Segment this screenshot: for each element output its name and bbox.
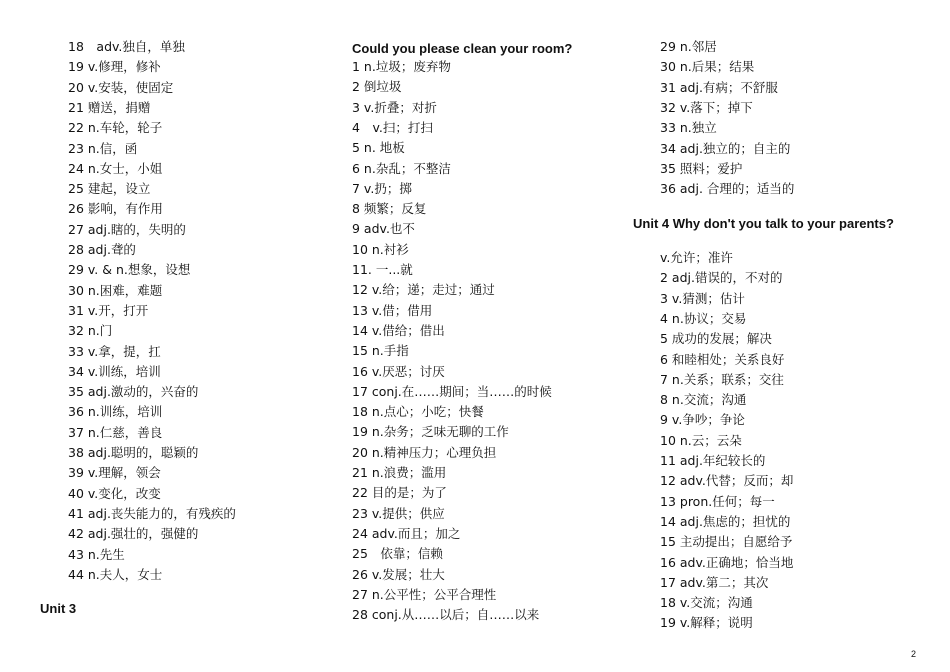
vocab-entry: 15 主动提出；自愿给予 [660,534,793,550]
unit-heading-clean-room: Could you please clean your room? [352,41,573,56]
vocab-entry: 30 n.困难，难题 [68,282,163,298]
vocab-entry: 24 n.女士，小姐 [68,160,163,176]
vocab-entry: 7 v.扔；掷 [352,180,412,196]
vocab-entry: 31 v.开，打开 [68,302,149,318]
vocab-entry: 4 v.扫；打扫 [352,119,433,135]
vocab-entry: 5 成功的发展；解决 [660,331,772,347]
vocab-entry: 38 adj.聪明的，聪颖的 [68,445,199,460]
vocab-entry: 12 adv.代替；反而；却 [660,473,794,489]
vocab-entry: 26 v.发展；壮大 [352,566,445,582]
vocab-entry: 9 adv.也不 [352,221,415,237]
vocab-entry: 31 adj.有病；不舒服 [660,79,778,95]
vocab-entry: 18 v.交流；沟通 [660,595,753,611]
unit-4-heading: Unit 4 Why don't you talk to your parents? [633,216,894,231]
vocab-entry: 27 adj.瞎的，失明的 [68,221,186,237]
vocab-entry: 7 n.关系；联系；交往 [660,371,784,387]
vocab-entry: 23 v.提供；供应 [352,505,445,521]
vocab-entry: 6 和睦相处；关系良好 [660,351,785,367]
vocab-entry: 3 v.猜测；估计 [660,290,745,306]
page-number: 2 [910,649,916,659]
vocab-entry: 44 n.夫人，女士 [68,566,163,582]
vocab-entry: 25 依靠；信赖 [352,546,443,562]
vocab-entry: 1 n.垃圾；废弃物 [352,59,451,74]
vocab-entry: 11. 一...就 [352,262,413,277]
vocab-entry: 17 adv.第二；其次 [660,574,769,590]
vocab-entry: 2 倒垃圾 [352,79,402,95]
vocab-entry: 16 v.厌恶；讨厌 [352,363,445,379]
vocab-entry: 33 n.独立 [660,120,717,136]
vocab-entry: 37 n.仁慈，善良 [68,424,163,440]
vocab-entry: 35 adj.激动的，兴奋的 [68,384,199,400]
vocab-entry: 29 v. & n.想象，设想 [68,262,191,278]
vocab-entry: v.允许；准许 [660,250,733,265]
vocab-entry: 25 建起，设立 [68,181,151,197]
vocab-entry: 19 v.解释；说明 [660,615,753,631]
vocab-entry: 42 adj.强壮的，强健的 [68,526,199,542]
vocab-entry: 30 n.后果；结果 [660,59,755,75]
vocab-entry: 17 conj.在……期间；当……的时候 [352,383,552,399]
vocab-entry: 20 v.安装，使固定 [68,79,174,95]
vocab-entry: 20 n.精神压力；心理负担 [352,444,497,460]
vocab-entry: 26 影响，有作用 [68,201,163,217]
vocab-entry: 32 v.落下；掉下 [660,99,753,115]
vocab-entry: 5 n. 地板 [352,140,405,156]
vocab-entry: 14 v.借给；借出 [352,322,445,338]
vocab-entry: 10 n.云；云朵 [660,432,742,448]
vocab-entry: 12 v.给；递；走过；通过 [352,282,495,298]
vocab-entry: 35 照料；爱护 [660,160,743,176]
vocab-entry: 16 adv.正确地；恰当地 [660,554,794,570]
vocab-entry: 9 v.争吵；争论 [660,412,745,428]
vocab-entry: 19 n.杂务；乏味无聊的工作 [352,424,509,440]
vocab-entry: 28 adj.聋的 [68,242,136,257]
vocab-entry: 8 频繁；反复 [352,201,427,217]
vocab-entry: 6 n.杂乱；不整洁 [352,160,451,176]
vocab-entry: 10 n.衬衫 [352,241,409,257]
vocab-entry: 40 v.变化，改变 [68,485,161,501]
vocab-entry: 3 v.折叠；对折 [352,99,437,115]
vocab-entry: 39 v.理解，领会 [68,465,161,481]
vocab-entry: 32 n.门 [68,323,113,339]
vocab-entry: 14 adj.焦虑的；担忧的 [660,513,791,529]
vocab-entry: 23 n.信，函 [68,140,138,156]
vocab-entry: 11 adj.年纪较长的 [660,453,766,468]
vocab-entry: 33 v.拿，提，扛 [68,343,161,359]
vocab-entry: 18 n.点心；小吃；快餐 [352,404,484,420]
vocab-entry: 18 adv.独自，单独 [68,39,185,54]
vocab-entry: 13 pron.任何；每一 [660,493,775,509]
vocab-entry: 13 v.借；借用 [352,302,433,318]
vocab-entry: 41 adj.丧失能力的，有残疾的 [68,505,236,521]
vocab-entry: 15 n.手指 [352,343,409,359]
vocab-entry: 21 n.浪费；滥用 [352,465,447,480]
vocab-entry: 4 n.协议；交易 [660,310,747,326]
vocab-entry: 27 n.公平性；公平合理性 [352,586,497,602]
vocab-entry: 22 n.车轮，轮子 [68,120,163,136]
vocab-entry: 29 n.邻居 [660,39,717,54]
vocab-entry: 34 v.训练，培训 [68,363,161,379]
vocab-entry: 8 n.交流；沟通 [660,392,747,408]
vocab-entry: 36 n.训练，培训 [68,404,163,420]
vocab-entry: 34 adj.独立的；自主的 [660,140,791,156]
vocab-entry: 22 目的是；为了 [352,485,447,501]
vocab-entry: 24 adv.而且；加之 [352,525,461,541]
vocab-entry: 36 adj. 合理的；适当的 [660,181,795,197]
unit-3-heading: Unit 3 [40,601,77,616]
vocab-entry: 19 v.修理，修补 [68,59,161,75]
vocab-entry: 28 conj.从……以后；自……以来 [352,607,540,623]
vocab-entry: 21 赠送，捐赠 [68,99,151,115]
vocab-entry: 43 n.先生 [68,546,125,562]
vocab-entry: 2 adj.错误的，不对的 [660,270,783,286]
